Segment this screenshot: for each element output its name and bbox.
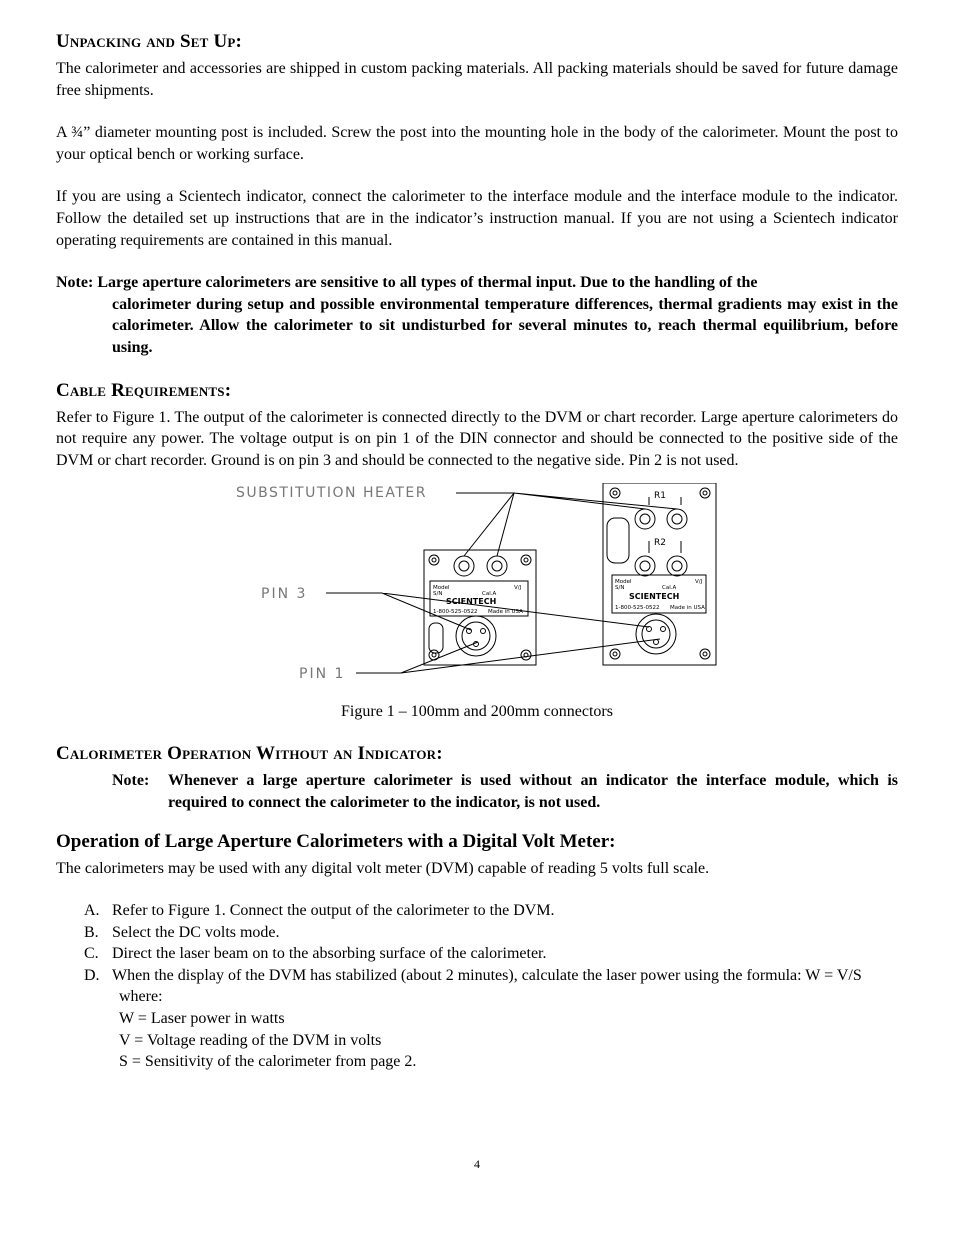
formula-definitions	[119, 986, 898, 1072]
paragraph-unpacking-3: If you are using a Scientech indicator, connect the calorimeter to the interface module and the interface module to the indicator. Follow the detailed set up instructions that are in the indicator’s instruction manual. If you are not using a Scientech indicator operating requirements are contained in this manual.	[56, 188, 898, 249]
label-r2: R2	[654, 538, 666, 549]
connector-diagram	[226, 483, 726, 698]
paragraph-cable: Refer to Figure 1. The output of the calorimeter is connected directly to the DVM or chart recorder. Large aperture calorimeters do not require any power. The voltage output is on pin 1 of the DIN connector and should be connected to the positive side of the DVM or chart recorder. Ground is on pin 3 and should be connected to the negative side. Pin 2 is not used.	[56, 408, 898, 469]
where-label: where:	[119, 988, 163, 1006]
label-pin-3: PIN 3	[261, 586, 308, 603]
steps-list	[56, 900, 898, 986]
section-title-dvm: Operation of Large Aperture Calorimeters with a Digital Volt Meter:	[56, 830, 616, 852]
plate-sn-label: S/N	[433, 591, 443, 598]
plate2-vj-label: V/J	[695, 579, 703, 586]
section-title-cable: Cable Requirements:	[56, 379, 232, 401]
plate-model-label: Model	[433, 585, 450, 592]
list-item: A. Refer to Figure 1. Connect the output of the calorimeter to the DVM.	[84, 902, 555, 920]
list-item: B. Select the DC volts mode.	[84, 923, 280, 941]
plate-made-in: Made in USA	[488, 609, 523, 616]
list-item: C. Direct the laser beam on to the absorbing surface of the calorimeter.	[84, 945, 547, 963]
section-title-operation: Calorimeter Operation Without an Indicator:	[56, 743, 443, 765]
note-rest: calorimeter during setup and possible environmental temperature differences, thermal gradients may exist in the calorimeter. Allow the calorimeter to sit undisturbed for several minutes to, reach thermal equilibrium, before using.	[112, 295, 898, 356]
plate2-sn-label: S/N	[615, 585, 625, 592]
paragraph-dvm: The calorimeters may be used with any digital volt meter (DVM) capable of reading 5 volts full scale.	[56, 859, 710, 877]
note-label: Note:	[112, 772, 150, 790]
plate-brand-logo: SCIENTECH	[446, 597, 497, 607]
plate-200mm	[603, 483, 716, 665]
plate-cal-label: Cal.A	[482, 591, 497, 598]
note-text: Whenever a large aperture calorimeter is used without an indicator the interface module, which is required to connect the calorimeter to the indicator, is not used.	[168, 772, 898, 811]
note-first-line: Large aperture calorimeters are sensitive to all types of thermal input. Due to the handling of the	[97, 274, 758, 292]
list-item: D. When the display of the DVM has stabilized (about 2 minutes), calculate the laser power using the formula: W = V/S	[84, 966, 862, 984]
plate2-made-in: Made in USA	[670, 605, 705, 612]
page-content	[56, 30, 898, 1073]
label-substitution-heater: SUBSTITUTION HEATER	[236, 485, 427, 502]
w-definition: W = Laser power in watts	[119, 1010, 285, 1028]
note-thermal	[56, 272, 898, 358]
paragraph-unpacking-1: The calorimeter and accessories are shipped in custom packing materials. All packing materials should be saved for future damage free shipments.	[56, 60, 898, 99]
note-interface-module	[112, 770, 898, 813]
plate-phone: 1-800-525-0522	[433, 609, 478, 616]
plate2-cal-label: Cal.A	[662, 585, 677, 592]
plate2-brand-logo: SCIENTECH	[629, 592, 680, 602]
page-number: 4	[474, 1157, 480, 1171]
paragraph-unpacking-2: A ¾” diameter mounting post is included. Screw the post into the mounting hole in the body of the calorimeter. Mount the post to your optical bench or working surface.	[56, 124, 898, 163]
figure-caption: Figure 1 – 100mm and 200mm connectors	[341, 703, 613, 721]
section-title-unpacking: Unpacking and Set Up:	[56, 31, 243, 52]
label-r1: R1	[654, 491, 666, 502]
plate2-phone: 1-800-525-0522	[615, 605, 660, 612]
note-label: Note:	[56, 274, 94, 292]
s-definition: S = Sensitivity of the calorimeter from page 2.	[119, 1053, 417, 1071]
plate-100mm	[424, 550, 536, 665]
label-pin-1: PIN 1	[299, 666, 346, 683]
v-definition: V = Voltage reading of the DVM in volts	[119, 1031, 382, 1049]
plate-vj-label: V/J	[514, 585, 522, 592]
figure-connectors	[56, 483, 898, 699]
plate2-model-label: Model	[615, 579, 632, 586]
